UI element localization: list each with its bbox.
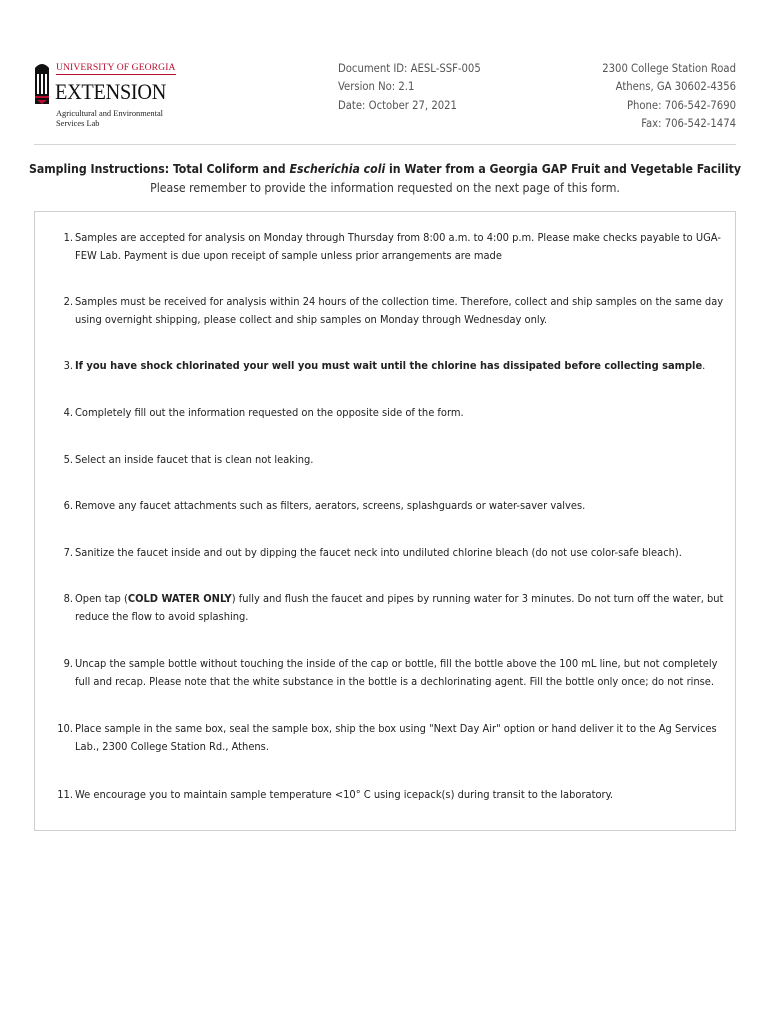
instruction-item: 1. Samples are accepted for analysis on Monday through Thursday from 8:00 a.m. to 4:00 p.m. Please make checks payable to UGA-FEW Lab. Payment is due upon receipt of sample unless prior arrangements are made — [63, 231, 721, 263]
university-name: UNIVERSITY OF GEORGIA — [56, 62, 176, 73]
document-date: Date: October 27, 2021 — [338, 98, 457, 112]
instructions-box — [34, 211, 736, 831]
address-fax: Fax: 706-542-1474 — [641, 116, 736, 130]
instruction-item: 3. If you have shock chlorinated your well you must wait until the chlorine has dissipated before collecting sample. — [63, 359, 706, 372]
lab-address — [602, 60, 736, 133]
lab-name-line2: Services Lab — [56, 119, 100, 128]
address-city: Athens, GA 30602-4356 — [615, 80, 736, 94]
uga-arch-icon — [34, 60, 50, 104]
instruction-item: 9. Uncap the sample bottle without touching the inside of the cap or bottle, fill the bottle above the 100 mL line, but not completely full and recap. Please note that the white substance in the bottle is a dechlorinating agent. Fill the bottle only once; do not rinse. — [63, 657, 718, 689]
title-organism: Escherichia coli — [289, 162, 386, 176]
document-header — [0, 0, 770, 145]
instruction-item: 4. Completely fill out the information requested on the opposite side of the form. — [63, 406, 464, 419]
document-info — [338, 60, 481, 115]
instruction-item: 5. Select an inside faucet that is clean not leaking. — [63, 453, 314, 466]
document-id: Document ID: AESL-SSF-005 — [338, 62, 481, 75]
header-divider — [34, 144, 736, 145]
version-number: Version No: 2.1 — [338, 80, 415, 94]
instruction-item: 10. Place sample in the same box, seal the sample box, ship the box using "Next Day Air" option or hand deliver it to the Ag Services Lab., 2300 College Station Rd., Athens. — [57, 722, 717, 754]
page-subtitle: Please remember to provide the information requested on the next page of this form. — [150, 181, 620, 195]
address-phone: Phone: 706-542-7690 — [626, 98, 736, 112]
extension-name: EXTENSION — [55, 79, 167, 104]
address-street: 2300 College Station Road — [602, 62, 736, 75]
lab-name-line1: Agricultural and Environmental — [56, 109, 163, 118]
instruction-item: 11. We encourage you to maintain sample temperature <10° C using icepack(s) during transit to the laboratory. — [57, 788, 614, 801]
instruction-item: 2. Samples must be received for analysis within 24 hours of the collection time. Therefore, collect and ship samples on the same day using overnight shipping, please collect and ship samples on Monday through Wednesday only. — [63, 295, 724, 327]
instruction-item: 8. Open tap (COLD WATER ONLY) fully and flush the faucet and pipes by running water for 3 minutes. Do not turn off the water, but reduce the flow to avoid splashing. — [63, 592, 724, 624]
instruction-item: 7. Sanitize the faucet inside and out by dipping the faucet neck into undiluted chlorine bleach (do not use color-safe bleach). — [63, 546, 682, 559]
instruction-item: 6. Remove any faucet attachments such as filters, aerators, screens, splashguards or water-saver valves. — [63, 499, 586, 512]
uga-extension-logo — [34, 58, 176, 130]
page-title: Sampling Instructions: Total Coliform and Escherichia coli in Water from a Georgia GAP Fruit and Vegetable Facility — [28, 162, 742, 176]
